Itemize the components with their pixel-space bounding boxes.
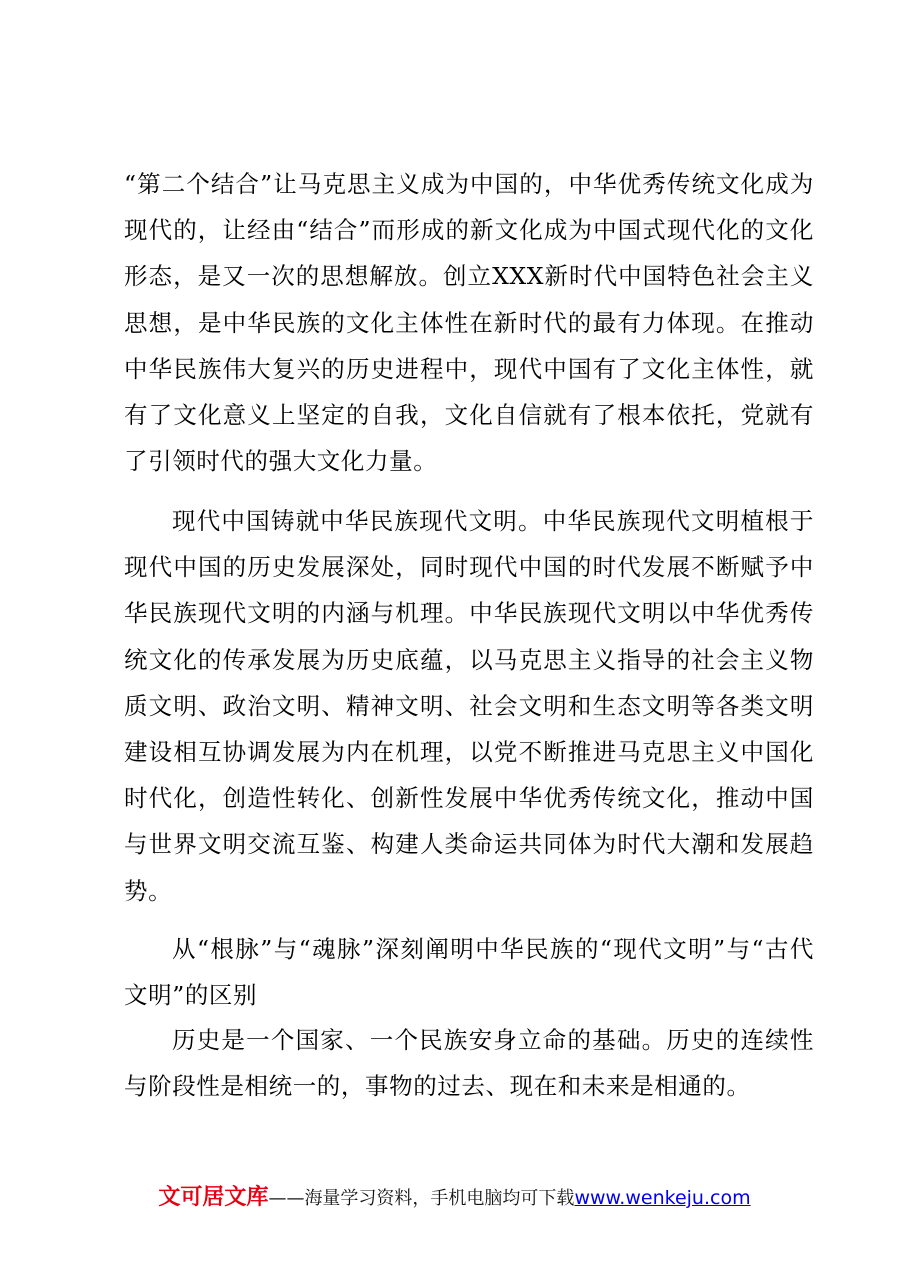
body-paragraph: “第二个结合”让马克思主义成为中国的，中华优秀传统文化成为现代的，让经由“结合”而形成的新文化成为中国式现代化的文化形态，是又一次的思想解放。创立XXX新时代中国特色社会主义思想，是中华民族的文化主体性在新时代的最有力体现。在推动中华民族伟大复兴的历史进程中，现代中国有了文化主体性，就有了文化意义上坚定的自我，文化自信就有了根本依托，党就有了引领时代的强大文化力量。 (124, 170, 814, 476)
footer-website-link[interactable]: www.wenkeju.com (574, 1187, 751, 1209)
page-footer (0, 1181, 909, 1215)
footer-brand-name: 文可居文库 (158, 1185, 269, 1210)
body-paragraph: 现代中国铸就中华民族现代文明。中华民族现代文明植根于现代中国的历史发展深处，同时现代中国的时代发展不断赋予中华民族现代文明的内涵与机理。中华民族现代文明以中华优秀传统文化的传承发展为历史底蕴，以马克思主义指导的社会主义物质文明、政治文明、精神文明、社会文明和生态文明等各类文明建设相互协调发展为内在机理，以党不断推进马克思主义中国化时代化，创造性转化、创新性发展中华优秀传统文化，推动中国与世界文明交流互鉴、构建人类命运共同体为时代大潮和发展趋势。 (124, 507, 814, 905)
body-paragraph: 历史是一个国家、一个民族安身立命的基础。历史的连续性与阶段性是相统一的，事物的过去、现在和未来是相通的。 (124, 1026, 814, 1101)
section-heading: 从“根脉”与“魂脉”深刻阐明中华民族的“现代文明”与“古代文明”的区别 (124, 935, 814, 1010)
footer-tagline: ——海量学习资料，手机电脑均可下载 (268, 1188, 575, 1209)
